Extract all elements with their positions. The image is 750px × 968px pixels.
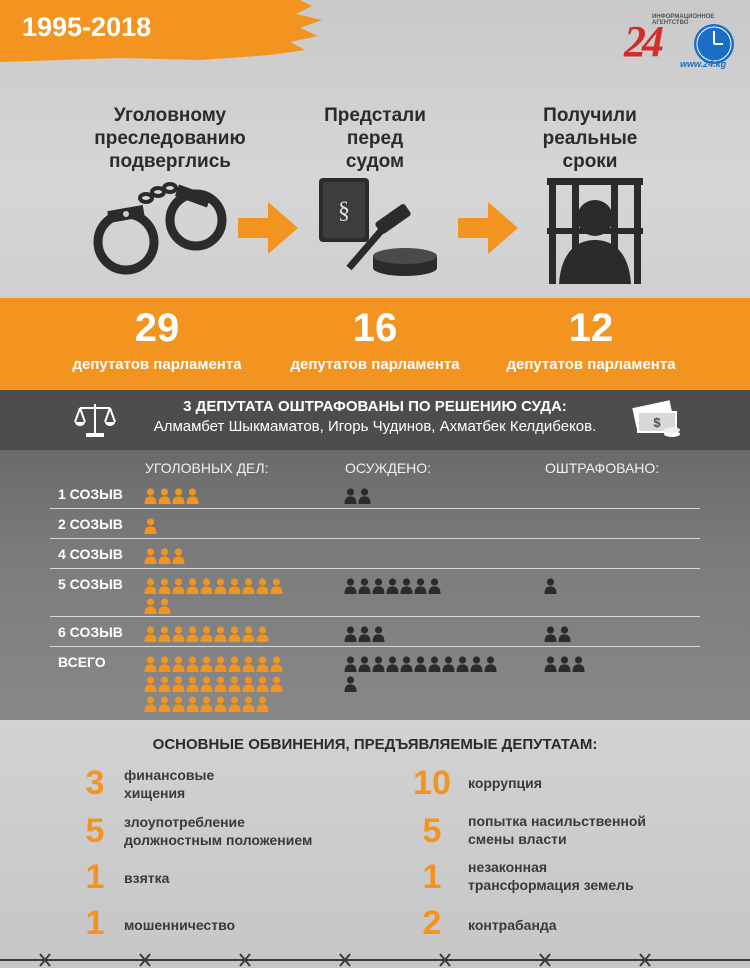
fined-title: 3 ДЕПУТАТА ОШТРАФОВАНЫ ПО РЕШЕНИЮ СУДА: (183, 398, 567, 415)
row-divider (50, 646, 700, 647)
row-label: 5 СОЗЫВ (58, 576, 123, 592)
person-icon (442, 656, 455, 672)
person-icon (414, 578, 427, 594)
stat-sentenced-label: депутатов парламента (506, 356, 676, 373)
charge-label: финансовые хищения (124, 767, 215, 801)
person-icon (428, 656, 441, 672)
person-icon (228, 626, 241, 642)
person-icon (544, 656, 557, 672)
person-icon (358, 488, 371, 504)
person-icon (144, 518, 157, 534)
person-icon (400, 578, 413, 594)
stage-title-prosecuted: Уголовному преследованию подверглись (94, 105, 246, 172)
person-icon (158, 676, 171, 692)
stat-court-label: депутатов парламента (290, 356, 460, 373)
person-icon (200, 578, 213, 594)
stat-court-value: 16 (352, 306, 398, 350)
charges-title: ОСНОВНЫЕ ОБВИНЕНИЯ, ПРЕДЪЯВЛЯЕМЫЕ ДЕПУТАТАМ: (152, 736, 598, 753)
person-icon (214, 676, 227, 692)
charge-value: 1 (85, 858, 105, 896)
person-icon (186, 626, 199, 642)
stats-band (0, 298, 750, 390)
barbed-wire-decoration (0, 952, 750, 968)
row-label: 1 СОЗЫВ (58, 486, 123, 502)
person-icon (144, 656, 157, 672)
person-icon (372, 656, 385, 672)
charge-value: 1 (85, 904, 105, 942)
person-icon (228, 676, 241, 692)
svg-text:$: $ (653, 415, 661, 430)
person-icon (414, 656, 427, 672)
person-icon (158, 626, 171, 642)
logo-number: 24 (624, 17, 660, 66)
person-icon (256, 676, 269, 692)
person-icon (372, 626, 385, 642)
person-icon (270, 656, 283, 672)
person-icon (172, 676, 185, 692)
charge-value: 5 (422, 812, 442, 850)
person-icon (558, 626, 571, 642)
column-fined: ОШТРАФОВАНО: (545, 460, 660, 476)
handcuffs-icon (88, 172, 238, 284)
stat-prosecuted-value: 29 (134, 306, 180, 350)
charge-value: 10 (413, 764, 451, 802)
charge-value: 5 (85, 812, 105, 850)
person-icon (256, 656, 269, 672)
arrow-right-icon (238, 202, 298, 254)
row-divider (50, 616, 700, 617)
row-divider (50, 538, 700, 539)
person-icon (172, 578, 185, 594)
person-icon (144, 578, 157, 594)
person-icon (344, 488, 357, 504)
convocations-table (0, 450, 750, 720)
person-icon (228, 696, 241, 712)
person-icon (344, 656, 357, 672)
person-icon (470, 656, 483, 672)
person-icon (172, 548, 185, 564)
person-icon (172, 626, 185, 642)
person-icon (428, 578, 441, 594)
stage-title-sentenced: Получили реальные сроки (542, 105, 638, 172)
person-icon (456, 656, 469, 672)
charge-value: 1 (422, 858, 442, 896)
prison-bars-icon (545, 178, 645, 284)
charge-value: 3 (85, 764, 105, 802)
svg-text:§: § (338, 198, 350, 224)
person-icon (572, 656, 585, 672)
person-icon (144, 696, 157, 712)
person-icon (144, 488, 157, 504)
person-icon (544, 578, 557, 594)
person-icon (242, 676, 255, 692)
person-icon (214, 696, 227, 712)
logo-agency-text: ИНФОРМАЦИОННОЕ АГЕНТСТВО (652, 14, 715, 26)
person-icon (186, 488, 199, 504)
person-icon (242, 626, 255, 642)
stage-title-court: Предстали перед судом (324, 105, 426, 172)
charge-label: контрабанда (468, 917, 557, 933)
charge-label: попытка насильственной смены власти (468, 813, 647, 847)
person-icon (214, 656, 227, 672)
person-icon (358, 656, 371, 672)
person-icon (544, 626, 557, 642)
person-icon (172, 488, 185, 504)
person-icon (144, 676, 157, 692)
person-icon (158, 548, 171, 564)
person-icon (158, 598, 171, 614)
stat-prosecuted-label: депутатов парламента (72, 356, 242, 373)
row-label: 4 СОЗЫВ (58, 546, 123, 562)
person-icon (186, 578, 199, 594)
charges-section (0, 720, 750, 968)
charge-label: взятка (124, 870, 170, 886)
stat-sentenced-value: 12 (568, 306, 614, 350)
person-icon (344, 578, 357, 594)
charge-label: коррупция (468, 775, 542, 791)
row-label: 6 СОЗЫВ (58, 624, 123, 640)
person-icon (200, 696, 213, 712)
person-icon (228, 578, 241, 594)
person-icon (186, 676, 199, 692)
column-criminal-cases: УГОЛОВНЫХ ДЕЛ: (145, 460, 269, 476)
row-divider (50, 508, 700, 509)
person-icon (270, 578, 283, 594)
person-icon (344, 676, 357, 692)
row-label: ВСЕГО (58, 654, 106, 670)
person-icon (200, 626, 213, 642)
person-icon (200, 676, 213, 692)
person-icon (344, 626, 357, 642)
person-icon (144, 598, 157, 614)
gavel-law-book-icon (315, 172, 440, 284)
person-icon (214, 626, 227, 642)
charge-label: мошенничество (124, 917, 236, 933)
person-icon (372, 578, 385, 594)
person-icon (270, 676, 283, 692)
person-icon (172, 696, 185, 712)
person-icon (386, 656, 399, 672)
person-icon (144, 548, 157, 564)
person-icon (158, 488, 171, 504)
person-icon (158, 696, 171, 712)
fined-names: Алмамбет Шыкмаматов, Игорь Чудинов, Ахматбек Келдибеков. (153, 418, 597, 435)
person-icon (158, 578, 171, 594)
charge-value: 2 (422, 904, 442, 942)
person-icon (186, 656, 199, 672)
person-icon (558, 656, 571, 672)
person-icon (186, 696, 199, 712)
person-icon (358, 578, 371, 594)
row-label: 2 СОЗЫВ (58, 516, 123, 532)
person-icon (400, 656, 413, 672)
arrow-right-icon (458, 202, 518, 254)
person-icon (242, 578, 255, 594)
person-icon (242, 656, 255, 672)
person-icon (256, 626, 269, 642)
person-icon (242, 696, 255, 712)
person-icon (484, 656, 497, 672)
person-icon (144, 626, 157, 642)
person-icon (200, 656, 213, 672)
fined-band (0, 390, 750, 450)
person-icon (358, 626, 371, 642)
person-icon (158, 656, 171, 672)
person-icon (256, 578, 269, 594)
top-section (0, 0, 750, 300)
person-icon (256, 696, 269, 712)
money-icon (630, 400, 682, 440)
person-icon (386, 578, 399, 594)
logo-url[interactable]: www.24.kg (680, 59, 727, 69)
person-icon (214, 578, 227, 594)
charge-label: злоупотребление должностным положением (124, 814, 313, 848)
agency-logo[interactable] (620, 12, 740, 76)
year-range: 1995-2018 (22, 12, 152, 42)
person-icon (172, 656, 185, 672)
charge-label: незаконная трансформация земель (468, 859, 634, 893)
person-icon (228, 656, 241, 672)
column-convicted: ОСУЖДЕНО: (345, 460, 432, 476)
row-divider (50, 568, 700, 569)
